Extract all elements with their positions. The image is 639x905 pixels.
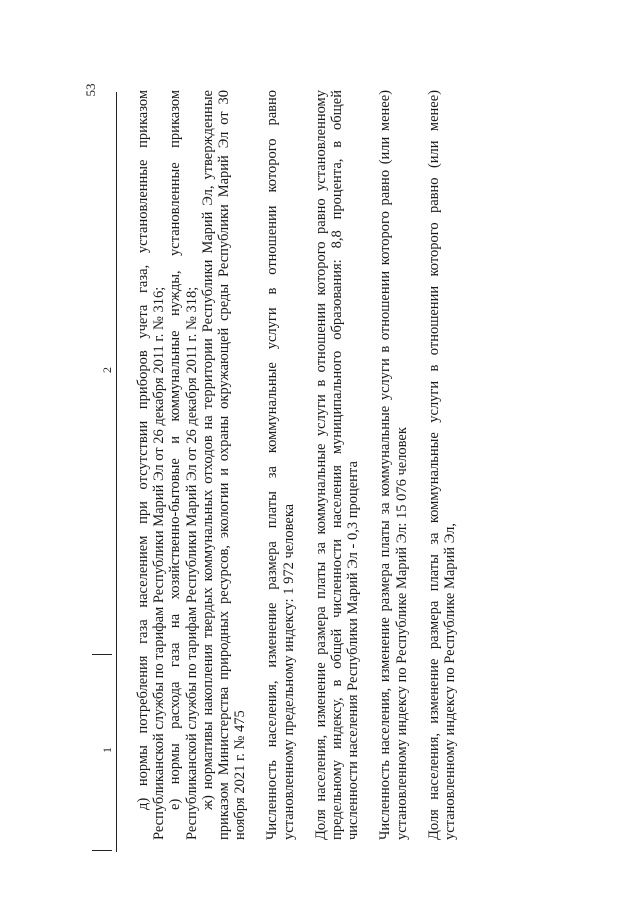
table-left-rule [92, 850, 112, 851]
table-cell-content [135, 90, 605, 840]
column-2-header: 2 [100, 367, 114, 373]
paragraph-gas-consumption: е) нормы расхода газа на хозяйственно-бытовые и коммунальные нужды, установленные приказом Республиканской службы по тарифам Республики Марий Эл от 26 декабря 2011 г. № 318; [167, 90, 200, 840]
paragraph-population-share-2: Доля населения, изменение размера платы за коммунальные услуги в отношении которого равно (или менее) установленному индексу по Республике Марий Эл, [425, 90, 459, 840]
paragraph-population-count-1: Численность населения, изменение размера платы за коммунальные услуги в отношении которого равно установленному предельному индексу: 1 972 человека [264, 90, 297, 840]
paragraph-population-share-1: Доля населения, изменение размера платы за коммунальные услуги в отношении которого равно установленному предельному индексу, в общей численности населения муниципального образования: 8,8 процента, в общей численности населения Республики Марий Эл - 0,3 процента [312, 90, 362, 840]
paragraph-gas-norms: д) нормы потребления газа населением при отсутствии приборов учета газа, установленные приказом Республиканской службы по тарифам Республики Марий Эл от 26 декабря 2011 г. № 316; [135, 90, 168, 840]
table-column-divider [116, 92, 117, 852]
paragraph-population-count-2: Численность населения, изменение размера платы за коммунальные услуги в отношении которого равно (или менее) установленному индексу по Республике Марий Эл: 15 076 человек [377, 90, 410, 840]
table-header-rule [92, 654, 112, 655]
column-1-header: 1 [100, 747, 114, 753]
paragraph-waste-norms: ж) нормативы накопления твердых коммунальных отходов на территории Республики Марий Эл, утвержденные приказом Министерства природных ресурсов, экологии и охраны окружающей среды Республики Марий Эл от 30 ноября 2021 г. № 475 [199, 90, 249, 840]
page-number: 53 [83, 83, 98, 97]
